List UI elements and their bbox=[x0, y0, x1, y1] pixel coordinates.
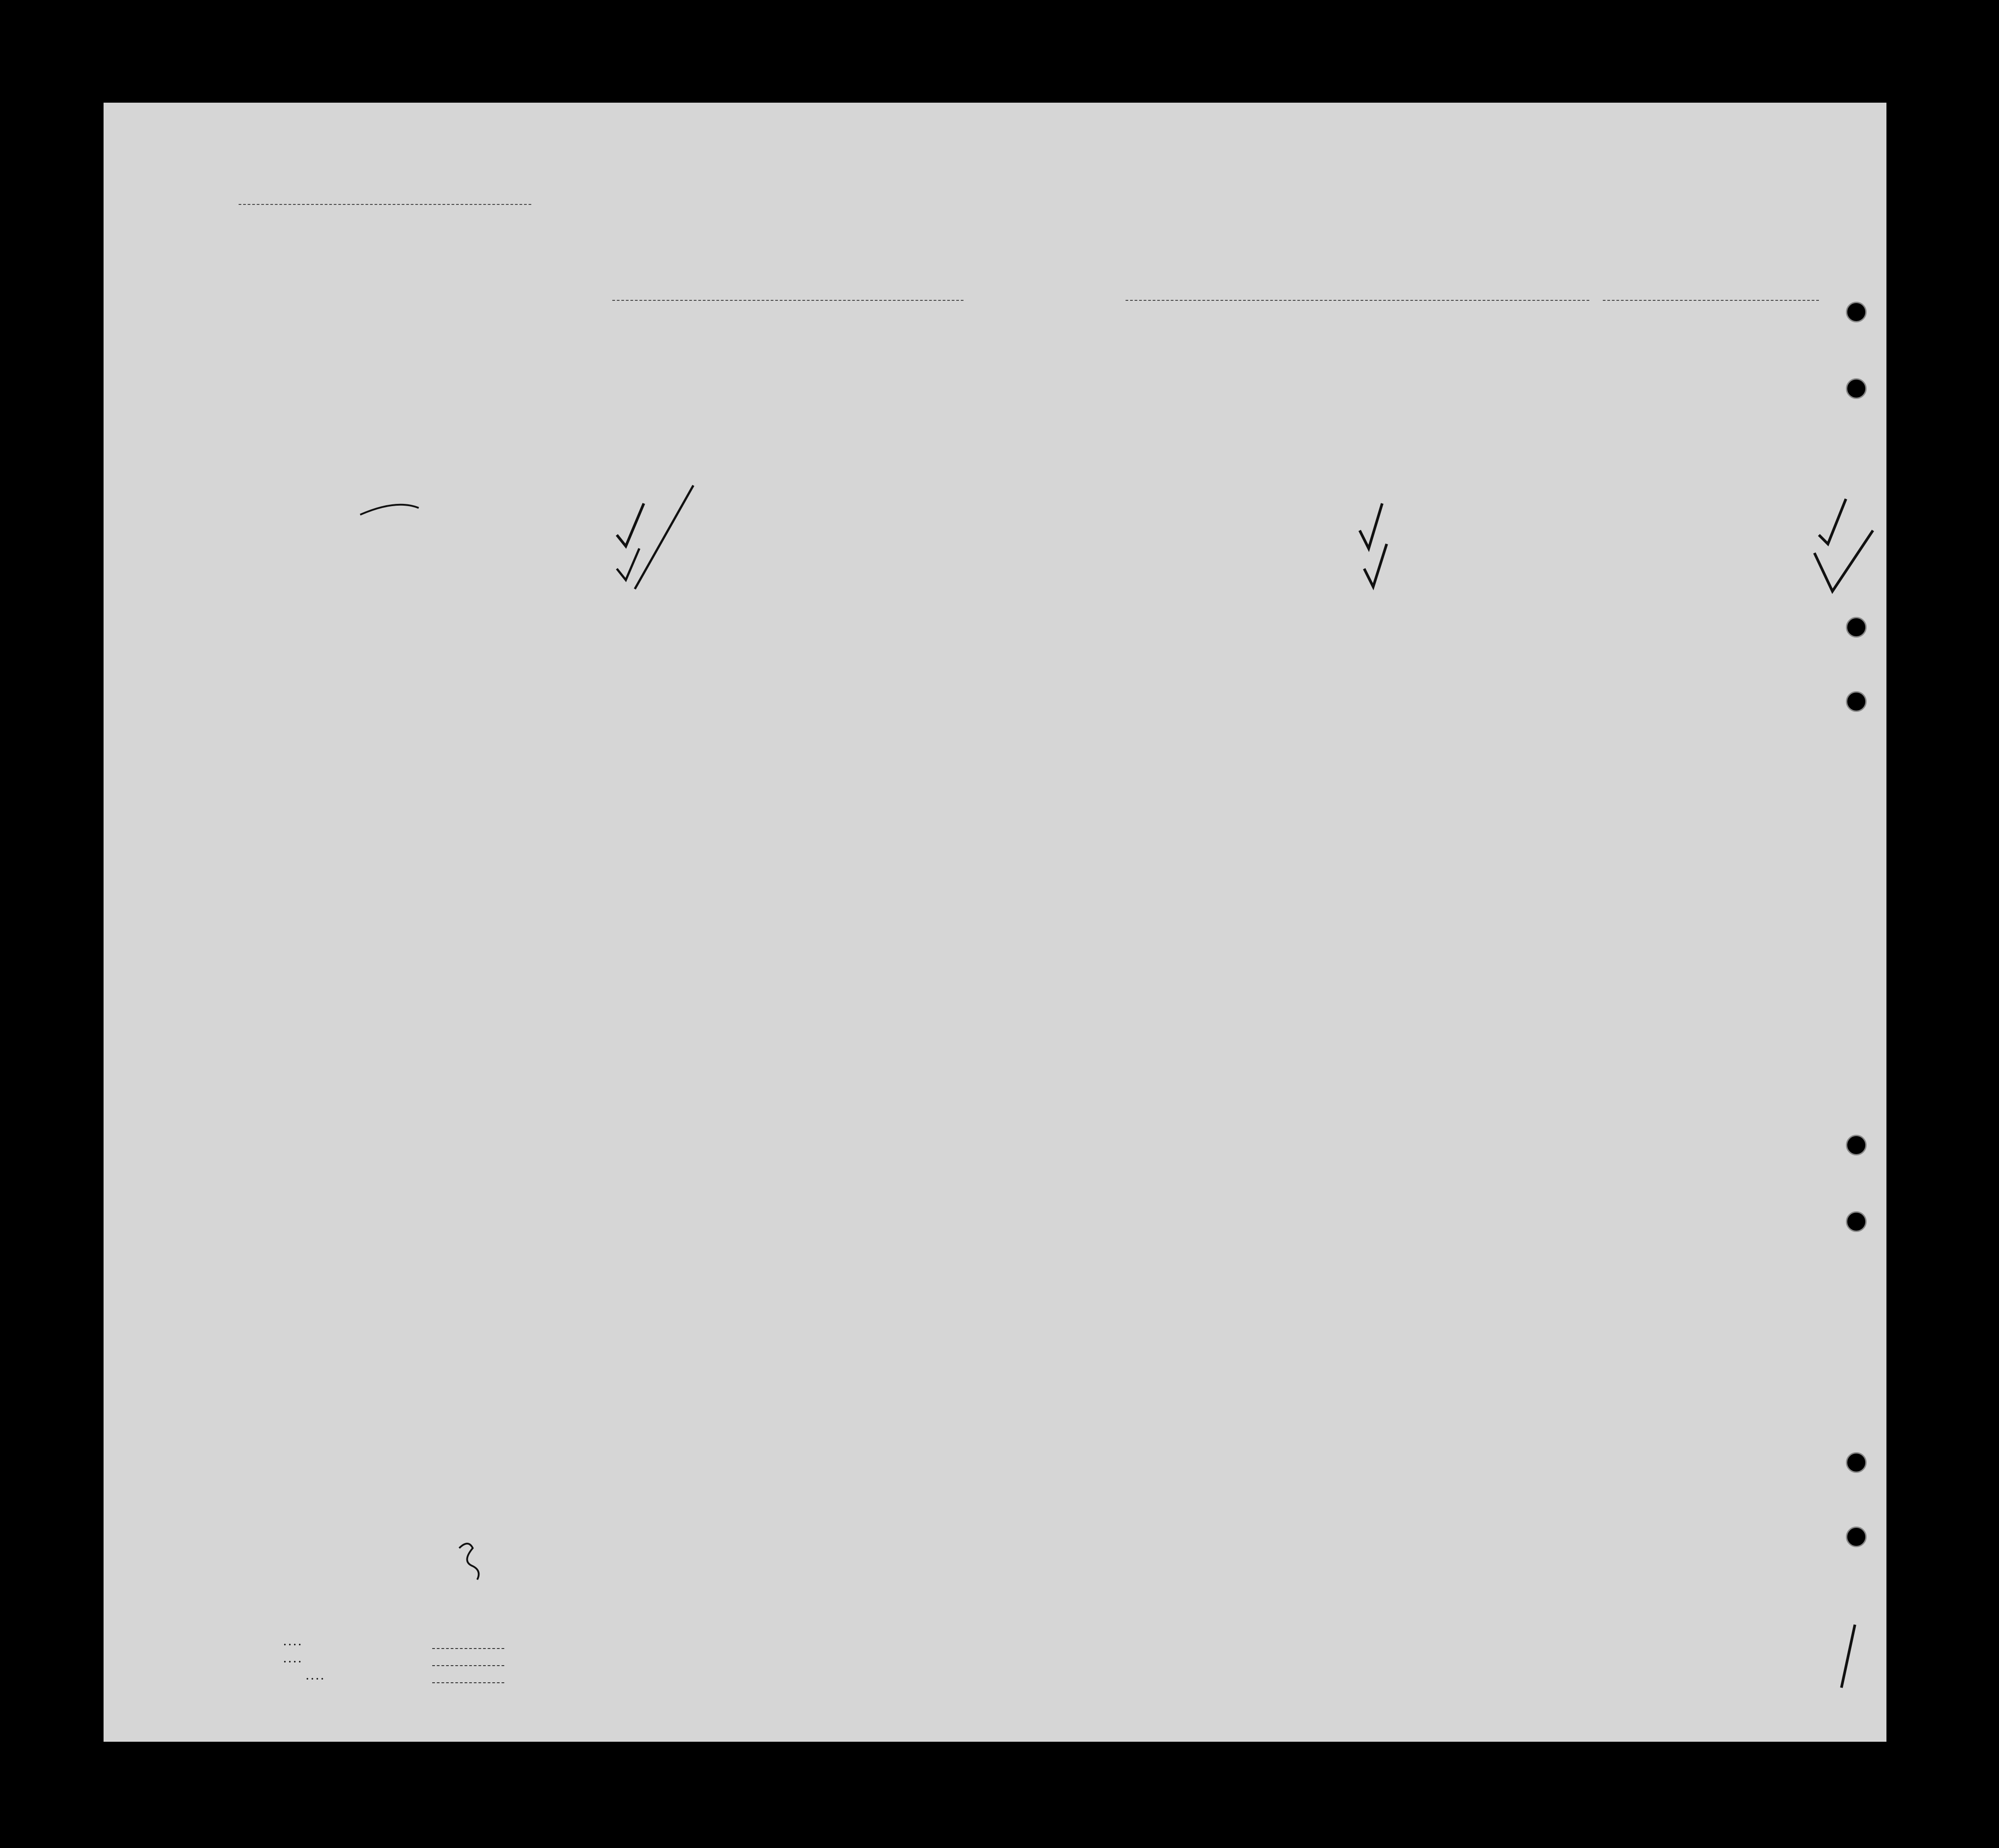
checkmark-icon bbox=[635, 485, 693, 589]
binder-hole bbox=[1846, 302, 1867, 322]
handwritten-marks bbox=[104, 103, 1886, 1742]
binder-hole bbox=[1846, 691, 1867, 712]
checkmark-icon bbox=[1364, 544, 1387, 587]
checkmark-icon bbox=[1819, 499, 1846, 544]
us-citizens-label: . . . . bbox=[284, 1653, 301, 1665]
manifest-sheet bbox=[104, 103, 1886, 1742]
footer-totals bbox=[284, 1634, 324, 1685]
binder-hole bbox=[1846, 378, 1867, 399]
aliens-line bbox=[432, 1682, 504, 1683]
total-line bbox=[432, 1648, 504, 1649]
citizens-line bbox=[432, 1665, 504, 1666]
aliens-label: . . . . bbox=[306, 1671, 324, 1682]
binder-hole bbox=[1846, 617, 1867, 638]
checkmark-icon bbox=[617, 548, 639, 580]
flourish-icon bbox=[360, 505, 419, 515]
binder-hole bbox=[1846, 1135, 1867, 1155]
binder-hole bbox=[1846, 1211, 1867, 1232]
tick-mark-icon bbox=[1841, 1625, 1855, 1688]
checkmark-icon bbox=[1360, 503, 1382, 548]
checkmark-icon bbox=[617, 503, 644, 546]
total-passengers-label: . . . . bbox=[284, 1636, 301, 1648]
binder-hole bbox=[1846, 1526, 1867, 1547]
binder-hole bbox=[1846, 1452, 1867, 1473]
scribble-icon bbox=[459, 1544, 479, 1580]
